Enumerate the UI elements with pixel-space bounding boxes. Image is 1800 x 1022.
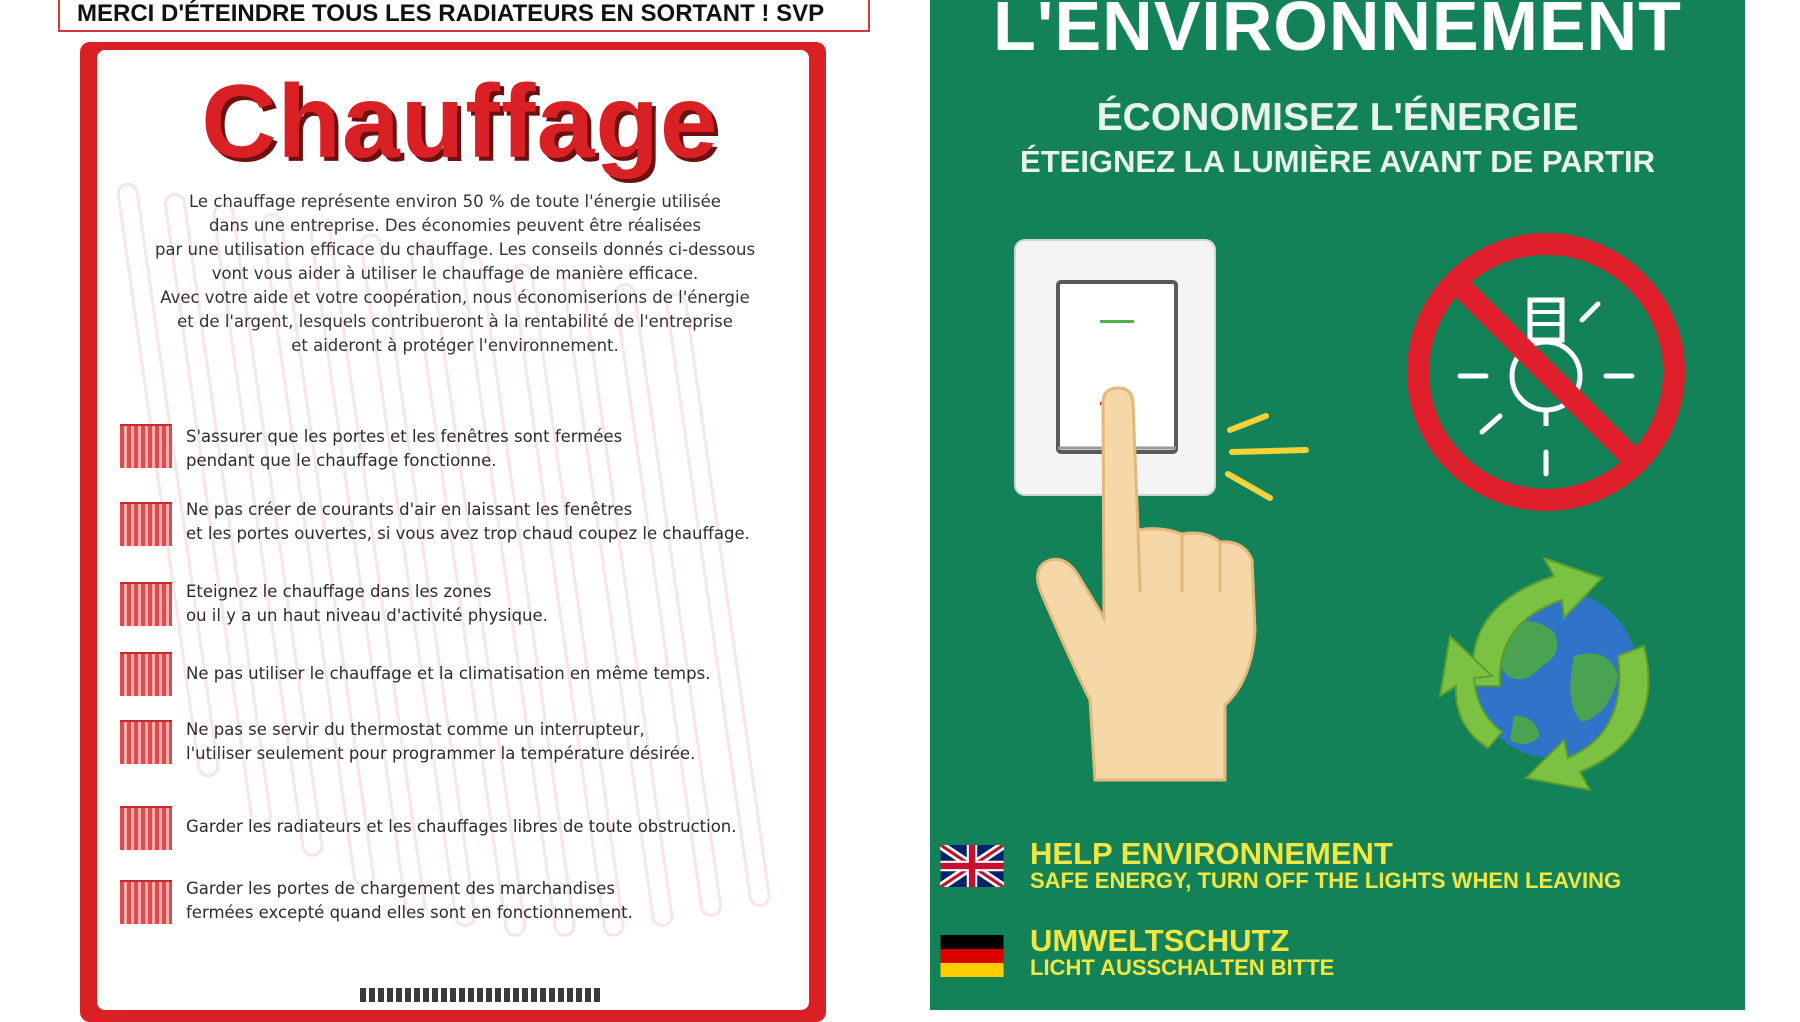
light-switch-illustration — [1000, 230, 1330, 790]
tip-item — [186, 815, 816, 839]
intro-line: Avec votre aide et votre coopération, nous économiserions de l'énergie — [160, 288, 750, 307]
notice-banner — [58, 0, 870, 32]
tip-line: fermées excepté quand elles sont en fonctionnement. — [186, 903, 633, 922]
radiator-icon — [120, 880, 172, 924]
tip-line: et les portes ouvertes, si vous avez trop chaud coupez le chauffage. — [186, 524, 750, 543]
heating-intro — [110, 190, 800, 358]
tip-line: Garder les radiateurs et les chauffages libres de toute obstruction. — [186, 817, 737, 836]
intro-line: et de l'argent, lesquels contribueront à la rentabilité de l'entreprise — [177, 312, 733, 331]
english-subtext: SAFE ENERGY, TURN OFF THE LIGHTS WHEN LEAVING — [1030, 868, 1622, 893]
environment-title: L'ENVIRONNEMENT — [993, 0, 1682, 65]
tip-line: ou il y a un haut niveau d'activité physique. — [186, 606, 548, 625]
german-heading: UMWELTSCHUTZ — [1030, 923, 1290, 958]
tip-line: l'utiliser seulement pour programmer la température désirée. — [186, 744, 696, 763]
radiator-icon — [120, 720, 172, 764]
no-light-bulb-icon — [1400, 226, 1692, 518]
uk-flag-icon — [940, 845, 1004, 887]
german-flag-icon — [940, 935, 1004, 977]
radiator-icon — [120, 582, 172, 626]
switch-led-green — [1100, 320, 1134, 323]
intro-line: et aideront à protéger l'environnement. — [291, 336, 619, 355]
intro-line: par une utilisation efficace du chauffage. Les conseils donnés ci-dessous — [154, 240, 756, 259]
radiator-icon — [120, 806, 172, 850]
tip-line: Ne pas créer de courants d'air en laissant les fenêtres — [186, 500, 633, 519]
tip-item — [186, 877, 816, 925]
tip-line: Garder les portes de chargement des marchandises — [186, 879, 616, 898]
intro-line: Le chauffage représente environ 50 % de toute l'énergie utilisée — [189, 192, 721, 211]
tip-item — [186, 425, 816, 473]
environment-subtitle: ÉCONOMISEZ L'ÉNERGIE — [1096, 96, 1579, 139]
tip-item — [186, 662, 816, 686]
tip-item — [186, 718, 816, 766]
radiator-icon — [120, 424, 172, 468]
notice-text: MERCI D'ÉTEINDRE TOUS LES RADIATEURS EN SORTANT ! SVP — [77, 0, 825, 27]
intro-line: vont vous aider à utiliser le chauffage de manière efficace. — [211, 264, 699, 283]
tip-line: pendant que le chauffage fonctionne. — [186, 451, 497, 470]
tip-line: S'assurer que les portes et les fenêtres sont fermées — [186, 427, 623, 446]
tip-line: Ne pas se servir du thermostat comme un interrupteur, — [186, 720, 645, 739]
german-subtext: LICHT AUSSCHALTEN BITTE — [1030, 955, 1335, 980]
tip-item — [186, 498, 816, 546]
heating-title: Chauffage — [201, 64, 719, 180]
tip-item — [186, 580, 816, 628]
radiator-icon — [120, 652, 172, 696]
intro-line: dans une entreprise. Des économies peuvent être réalisées — [208, 216, 702, 235]
radiator-icon — [120, 502, 172, 546]
tip-line: Ne pas utiliser le chauffage et la climatisation en même temps. — [186, 664, 711, 683]
environment-subtitle-2: ÉTEIGNEZ LA LUMIÈRE AVANT DE PARTIR — [1020, 144, 1655, 179]
english-heading: HELP ENVIRONNEMENT — [1030, 836, 1393, 871]
tip-line: Eteignez le chauffage dans les zones — [186, 582, 492, 601]
recycling-globe-icon — [1404, 536, 1704, 806]
